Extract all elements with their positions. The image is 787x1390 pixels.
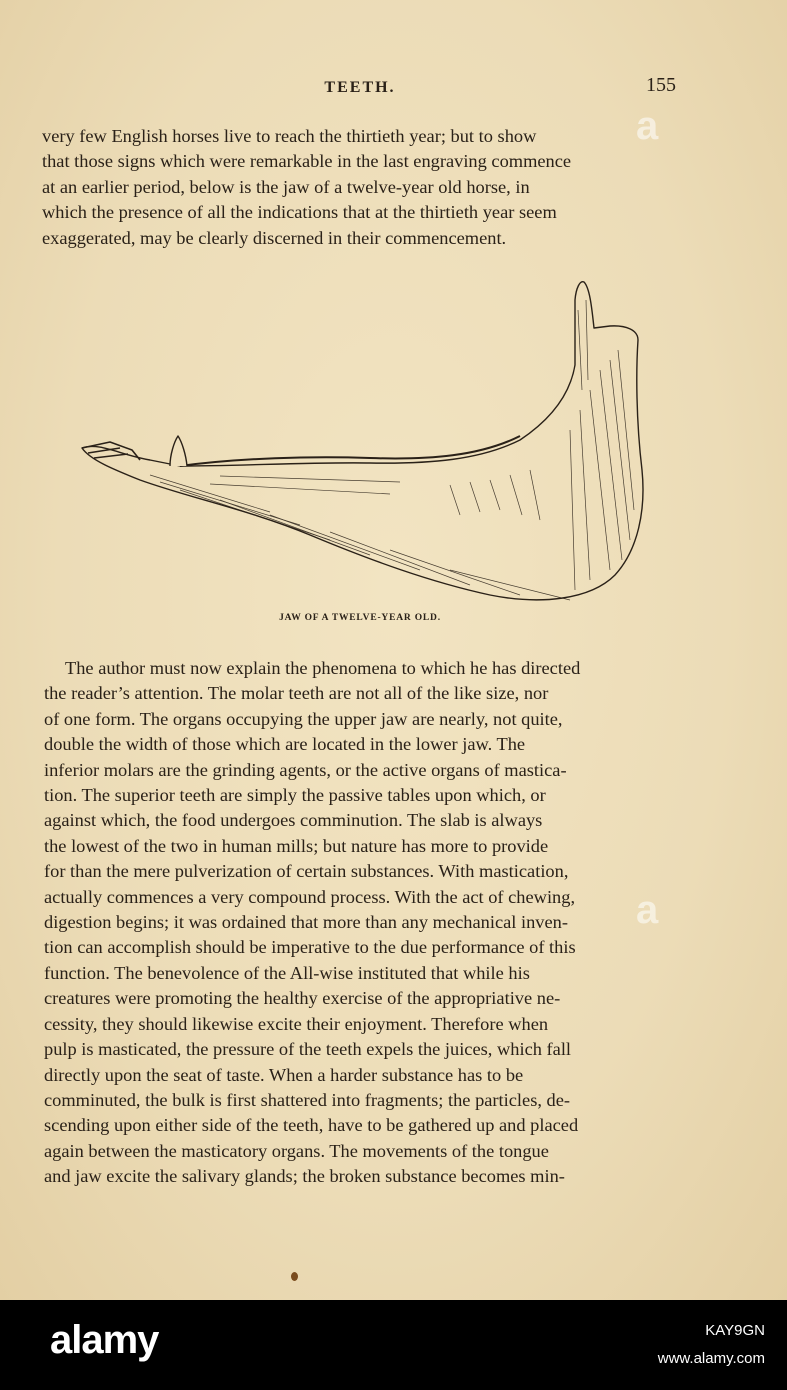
horse-jaw-engraving-icon <box>70 270 660 615</box>
alamy-logo: alamy <box>50 1318 159 1362</box>
site-url: www.alamy.com <box>657 1350 765 1367</box>
page-number: 155 <box>646 74 676 96</box>
paragraph-main: The author must now explain the phenomena to which he has directed the reader’s attention. The molar teeth are not all of the like size, nor of one form. The organs occupying the upper jaw are nearly, not quite, double the width of those which are located in the lower jaw. The inferior molars are the grinding agents, or the active organs of mastica- tion. The superior teeth are simply the passive tables upon which, or against which, the food undergoes comminution. The slab is always the lowest of the two in human mills; but nature has more to provide for than the mere pulverization of certain substances. With mastication, actually commences a very compound process. With the act of chewing, digestion begins; it was ordained that more than any mechanical inven- tion can accomplish should be imperative to the due performance of this function. The benevolence of the All-wise instituted that while his creatures were promoting the healthy exercise of the appropriative ne- cessity, they should likewise excite their enjoyment. Therefore when pulp is masticated, the pressure of the teeth expels the juices, which fall directly upon the seat of taste. When a harder substance has to be comminuted, the bulk is first shattered into fragments; the particles, de- scending upon either side of the teeth, have to be gathered up and placed again between the masticatory organs. The movements of the tongue and jaw excite the salivary glands; the broken substance becomes min- <box>44 658 581 1187</box>
watermark-overlay: a <box>636 888 658 932</box>
stock-watermark-bar <box>0 1300 787 1390</box>
image-id: KAY9GN <box>705 1322 765 1339</box>
paragraph-intro: very few English horses live to reach the thirtieth year; but to show that those signs which were remarkable in the last engraving commence at an earlier period, below is the jaw of a twelve-year old horse, in which the presence of all the indications that at the thirtieth year seem exaggerated, may be clearly discerned in their commencement. <box>42 126 572 248</box>
watermark-overlay: a <box>636 104 658 148</box>
ink-spot <box>291 1272 298 1281</box>
figure-caption: JAW OF A TWELVE-YEAR OLD. <box>279 613 441 623</box>
canine-tooth <box>170 436 187 466</box>
running-title: TEETH. <box>324 79 396 96</box>
